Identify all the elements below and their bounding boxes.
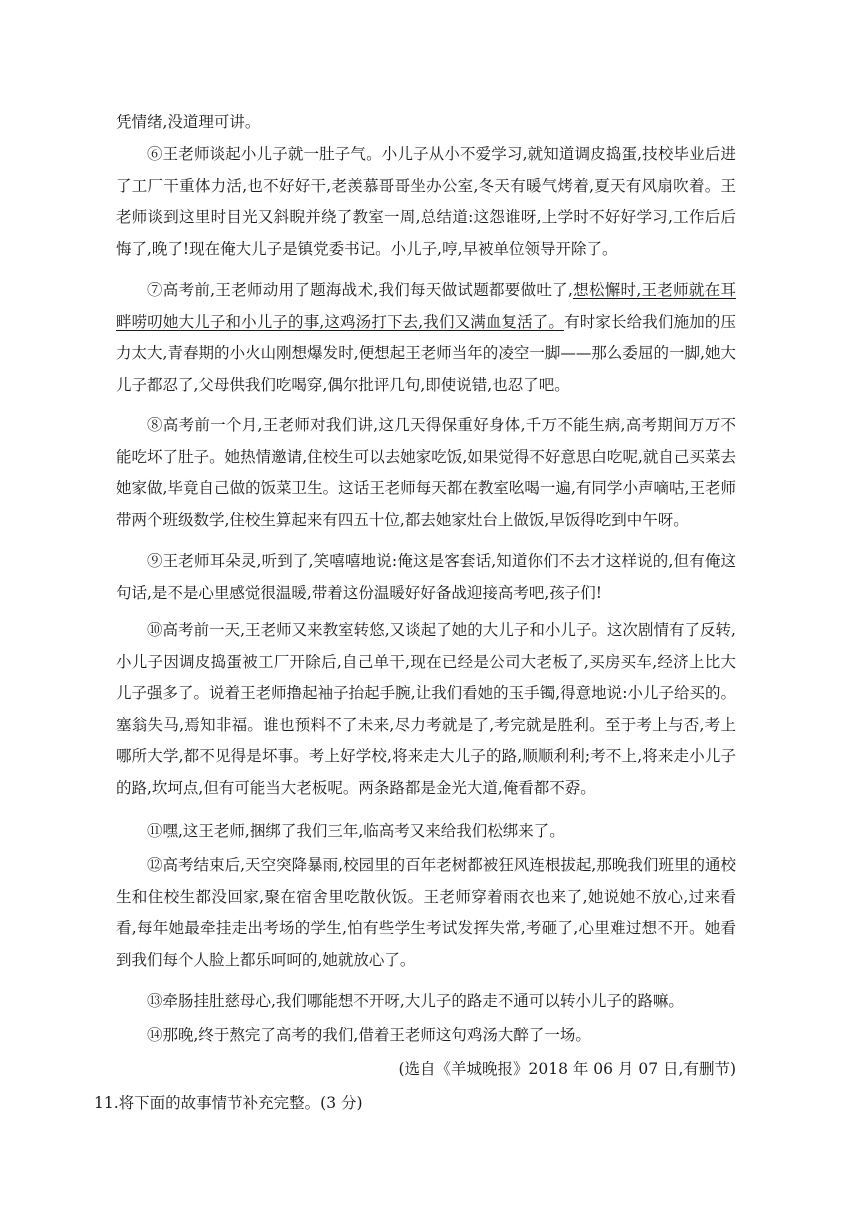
paragraph-7 (116, 275, 736, 401)
paragraph-11: ⑪嘿,这王老师,捆绑了我们三年,临高考又来给我们松绑来了。 (147, 822, 565, 840)
source-citation: (选自《羊城晚报》2018 年 06 月 07 日,有删节) (398, 1060, 736, 1078)
paragraph-13: ⑬牵肠挂肚慈母心,我们哪能想不开呀,大儿子的路走不通可以转小儿子的路嘛。 (147, 992, 684, 1010)
question-11: 11.将下面的故事情节补充完整。(3 分) (94, 1094, 363, 1112)
paragraph-8: ⑧高考前一个月,王老师对我们讲,这几天得保重好身体,千万不能生病,高考期间万万不能吃坏了肚子。她热情邀请,住校生可以去她家吃饭,如果觉得不好意思白吃呢,就自己买菜去她家做,毕竟自己做的饭菜卫生。这话王老师每天都在教室吆喝一遍,有同学小声嘀咕,王老师带两个班级数学,住校生算起来有四五十位,都去她家灶台上做饭,早饭得吃到中午呀。 (116, 416, 736, 529)
paragraph-7-text-after: 有时家长给我们施加的压力太大,青春期的小火山刚想爆发时,便想起王老师当年的凌空一脚——那么委屈的一脚,她大儿子都忍了,父母供我们吃喝穿,偶尔批评几句,即使说错,也忍了吧。 (116, 312, 736, 394)
paragraph-12: ⑫高考结束后,天空突降暴雨,校园里的百年老树都被狂风连根拔起,那晚我们班里的通校生和住校生都没回家,聚在宿舍里吃散伙饭。王老师穿着雨衣也来了,她说她不放心,过来看看,每年她最牵挂走出考场的学生,怕有些学生考试发挥失常,考砸了,心里难过想不开。她看到我们每个人脸上都乐呵呵的,她就放心了。 (116, 856, 736, 969)
paragraph-10: ⑩高考前一天,王老师又来教室转悠,又谈起了她的大儿子和小儿子。这次剧情有了反转,小儿子因调皮捣蛋被工厂开除后,自己单干,现在已经是公司大老板了,买房买车,经济上比大儿子强多了。说着王老师撸起袖子抬起手腕,让我们看她的玉手镯,得意地说:小儿子给买的。塞翁失马,焉知非福。谁也预料不了未来,尽力考就是了,考完就是胜利。至于考上与否,考上哪所大学,都不见得是坏事。考上好学校,将来走大儿子的路,顺顺利利;考不上,将来走小儿子的路,坎坷点,但有可能当大老板呢。两条路都是金光大道,俺看都不孬。 (116, 621, 736, 797)
paragraph-14: ⑭那晚,终于熬完了高考的我们,借着王老师这句鸡汤大醉了一场。 (147, 1026, 591, 1044)
paragraph-7-text-before: ⑦高考前,王老师动用了题海战术,我们每天做试题都要做吐了, (147, 281, 573, 299)
paragraph-7-underlined-sentence: 想松懈时,王老师就在耳畔唠叨她大儿子和小儿子的事,这鸡汤打下去,我们又满血复活了。 (116, 281, 736, 331)
paragraph-5-end: 凭情绪,没道理可讲。 (116, 113, 261, 131)
paragraph-6: ⑥王老师谈起小儿子就一肚子气。小儿子从小不爱学习,就知道调皮捣蛋,技校毕业后进了工厂干重体力活,也不好好干,老羡慕哥哥坐办公室,冬天有暖气烤着,夏天有风扇吹着。王老师谈到这里时目光又斜睨并绕了教室一周,总结道:这怨谁呀,上学时不好好学习,工作后后悔了,晚了!现在俺大儿子是镇党委书记。小儿子,哼,早被单位领导开除了。 (116, 145, 736, 258)
paragraph-9: ⑨王老师耳朵灵,听到了,笑嘻嘻地说:俺这是客套话,知道你们不去才这样说的,但有俺这句话,是不是心里感觉很温暖,带着这份温暖好好备战迎接高考吧,孩子们! (116, 552, 736, 602)
